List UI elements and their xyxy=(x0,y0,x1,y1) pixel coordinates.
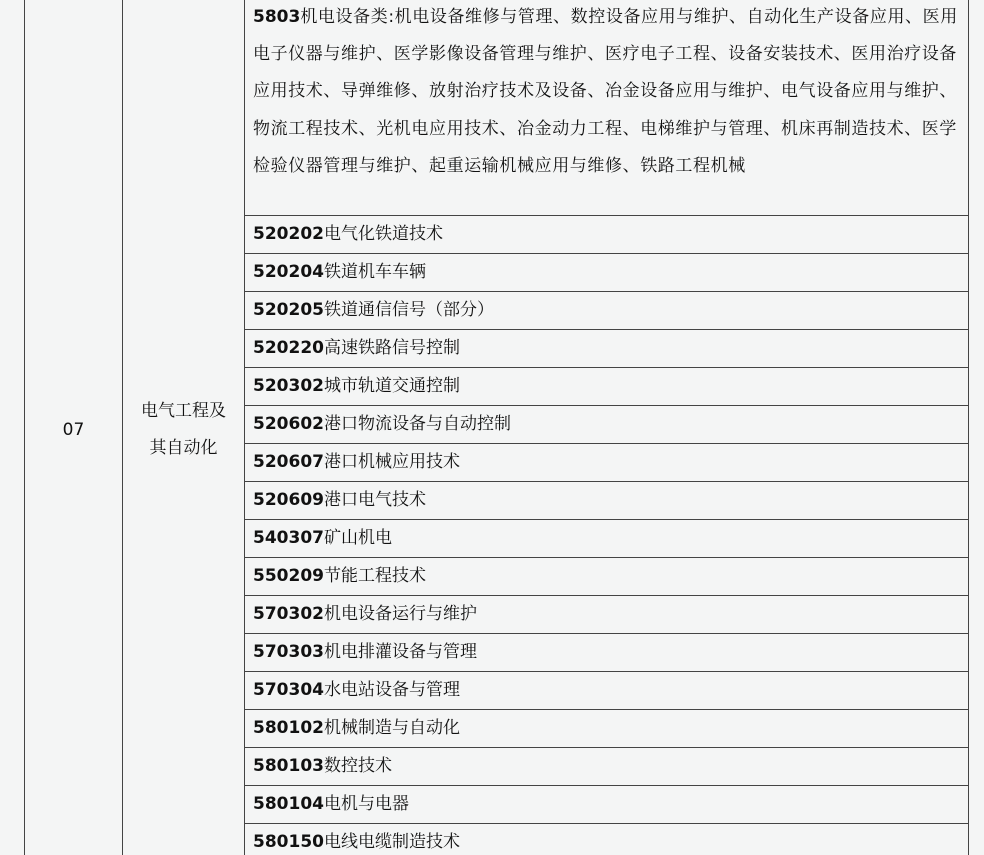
major-title: 铁道通信信号（部分） xyxy=(323,300,494,320)
related-major-cell xyxy=(245,710,969,748)
major-code: 520607 xyxy=(253,452,324,472)
related-major-cell xyxy=(245,0,969,216)
major-code: 520204 xyxy=(253,262,324,282)
major-code: 570302 xyxy=(253,604,324,624)
major-code: 580150 xyxy=(253,832,324,852)
major-code: 580104 xyxy=(253,794,324,814)
major-title: 电线电缆制造技术 xyxy=(323,832,460,852)
major-title: 机电排灌设备与管理 xyxy=(323,642,477,662)
related-major-cell xyxy=(245,482,969,520)
major-name-cell xyxy=(123,0,245,855)
related-major-cell xyxy=(245,786,969,824)
major-title: 数控技术 xyxy=(323,756,392,776)
related-major-cell xyxy=(245,824,969,855)
related-major-cell xyxy=(245,406,969,444)
related-major-cell xyxy=(245,330,969,368)
major-title: 高速铁路信号控制 xyxy=(323,338,460,358)
major-title: 矿山机电 xyxy=(323,528,392,548)
major-title: 机械制造与自动化 xyxy=(323,718,460,738)
major-code: 570304 xyxy=(253,680,324,700)
related-major-cell xyxy=(245,634,969,672)
major-code: 540307 xyxy=(253,528,324,548)
table-body xyxy=(25,0,969,855)
major-title: 机电设备类:机电设备维修与管理、数控设备应用与维护、自动化生产设备应用、医用电子仪器与维护、医学影像设备管理与维护、医疗电子工程、设备安装技术、医用治疗设备应用技术、导弹维修、放射治疗技术及设备、冶金设备应用与维护、电气设备应用与维护、物流工程技术、光机电应用技术、冶金动力工程、电梯维护与管理、机床再制造技术、医学检验仪器管理与维护、起重运输机械应用与维修、铁路工程机械 xyxy=(253,7,958,176)
major-code: 520609 xyxy=(253,490,324,510)
major-code: 520302 xyxy=(253,376,324,396)
related-major-cell xyxy=(245,748,969,786)
related-major-cell xyxy=(245,596,969,634)
related-major-cell xyxy=(245,520,969,558)
major-code: 520205 xyxy=(253,300,324,320)
major-title: 铁道机车车辆 xyxy=(323,262,426,282)
related-major-cell xyxy=(245,672,969,710)
major-code: 520202 xyxy=(253,224,324,244)
major-title: 城市轨道交通控制 xyxy=(323,376,460,396)
major-code: 550209 xyxy=(253,566,324,586)
related-major-cell xyxy=(245,444,969,482)
major-code: 580102 xyxy=(253,718,324,738)
major-title: 节能工程技术 xyxy=(323,566,426,586)
major-code: 520220 xyxy=(253,338,324,358)
related-major-cell xyxy=(245,216,969,254)
major-code: 5803 xyxy=(253,7,301,27)
major-title: 港口机械应用技术 xyxy=(323,452,460,472)
major-code: 520602 xyxy=(253,414,324,434)
major-title: 港口电气技术 xyxy=(323,490,426,510)
table-row xyxy=(25,0,969,216)
row-number-cell: 07 xyxy=(25,0,123,855)
major-name: 电气工程及其自动化 xyxy=(141,401,226,458)
related-major-cell xyxy=(245,368,969,406)
major-title: 机电设备运行与维护 xyxy=(323,604,477,624)
major-mapping-table xyxy=(24,0,969,855)
related-major-cell xyxy=(245,558,969,596)
major-title: 水电站设备与管理 xyxy=(323,680,460,700)
major-title: 电气化铁道技术 xyxy=(323,224,443,244)
major-title: 电机与电器 xyxy=(323,794,409,814)
major-code: 570303 xyxy=(253,642,324,662)
related-major-cell xyxy=(245,254,969,292)
related-major-cell xyxy=(245,292,969,330)
major-title: 港口物流设备与自动控制 xyxy=(323,414,511,434)
major-code: 580103 xyxy=(253,756,324,776)
